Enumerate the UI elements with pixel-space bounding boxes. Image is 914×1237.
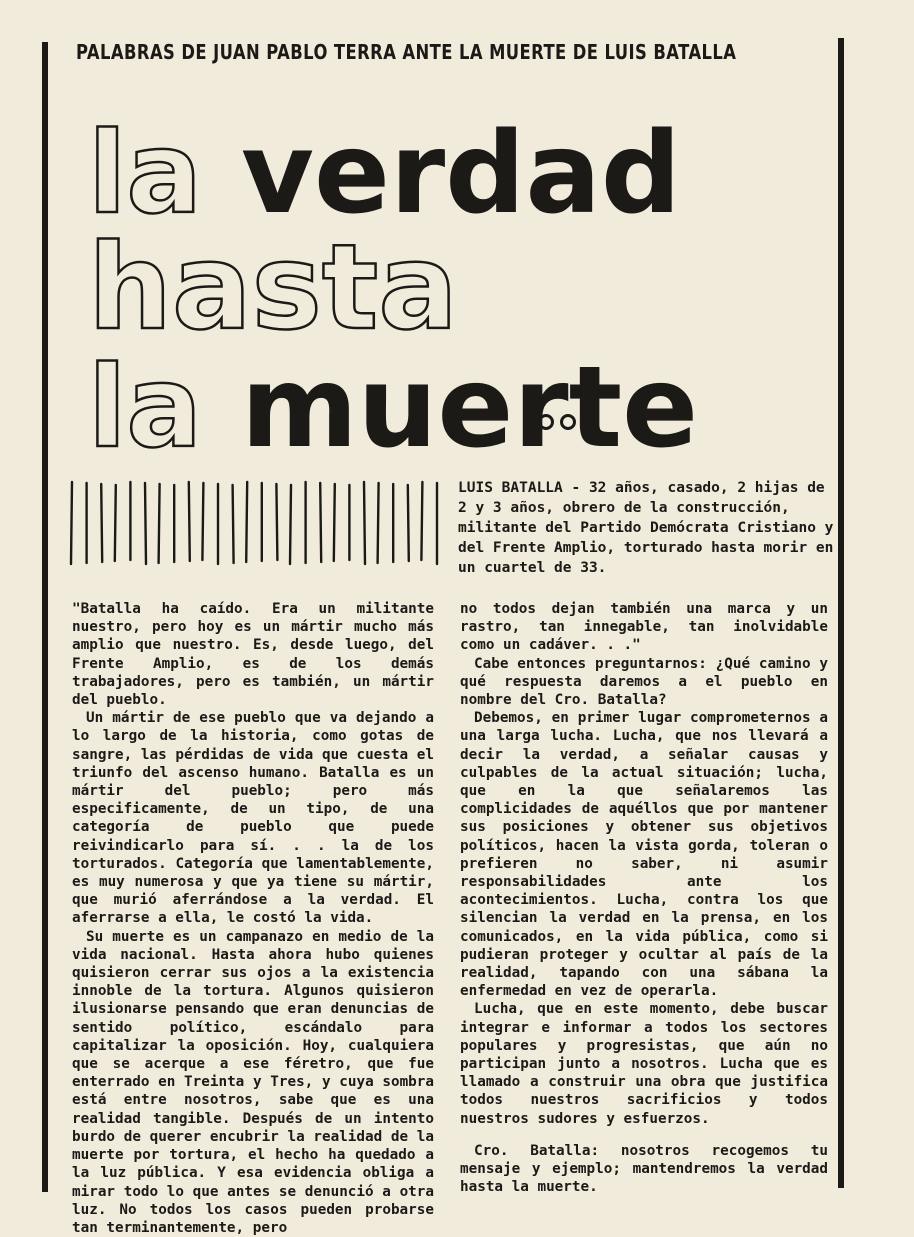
stripe-line	[290, 485, 291, 564]
stripe-line	[145, 483, 146, 564]
right-paragraph-2: Cabe entonces preguntarnos: ¿Qué camino y qué respuesta daremos a el pueblo en nombre del Cro. Batalla?	[460, 655, 828, 709]
stripe-line	[378, 483, 379, 563]
stripe-line	[421, 482, 422, 560]
left-paragraph-2: Un mártir de ese pueblo que va dejando a lo largo de la historia, como gotas de sangre, las pérdidas de vida que cuesta el triunfo del ascenso humano. Batalla es un mártir del pueblo; pero más especificamente, de un tipo, de una categoría de pueblo que puede reivindicarlo para sí. . . la de los torturados. Categoría que lamentablemente, es muy numerosa y que ya tiene su mártir, que murió aferrándose a la verdad. El aferrarse a ella, le costó la vida.	[72, 710, 434, 927]
right-paragraph-closing: Cro. Batalla: nosotros recogemos tu mensaje y ejemplo; mantendremos la verdad hasta la muerte.	[460, 1142, 828, 1196]
title-word-hasta: hasta	[88, 218, 458, 356]
stripe-line	[320, 483, 321, 562]
ellipsis-circle	[560, 414, 576, 430]
right-paragraph-3: Debemos, en primer lugar comprometernos a una larga lucha. Lucha, que nos llevará a decir la verdad, a señalar causas y culpables de la actual situación; lucha, que en la que señalaremos las complicidades de aquéllos que por mantener sus posiciones y obtener sus objetivos políticos, hacen la vista gorda, toleran o prefieren no saber, ni asumir responsabilidades ante los acontecimientos. Lucha, contra los que silencian la verdad en la prensa, en los comunicados, en la vida pública, como si pudieran proteger y ocultar al país de la realidad, tapando con una sábana la enfermedad en vez de operarla.	[460, 710, 828, 1000]
stripe-line	[189, 482, 190, 561]
left-column	[72, 600, 434, 1237]
right-column	[460, 600, 828, 1197]
stripe-line	[276, 484, 277, 560]
stripe-line	[115, 485, 116, 561]
right-paragraph-4: Lucha, que en este momento, debe buscar integrar e informar a todos los sectores populares y progresistas, que aún no participan junto a nosotros. Lucha que es llamado a construir una obra que justifica todos nuestros sacrificios y todos nuestros sudores y esfuerzos.	[460, 1001, 828, 1127]
title-word-la-2: la	[88, 343, 241, 473]
ellipsis-circle	[582, 414, 598, 430]
left-paragraph-3: Su muerte es un campanazo en medio de la vida nacional. Hasta ahora hubo quienes quisieron cerrar sus ojos a la existencia innoble de la tortura. Algunos quisieron ilusionarse pensando que eran denuncias de sentido político, escándalo para capitalizar la oposición. Hoy, cualquiera que se acerque a ese féretro, que fue enterrado en Treinta y Tres, y cuya sombra está entre nosotros, sabe que es una realidad tangible. Después de un intento burdo de querer encubrir la realidad de la muerte por tortura, el hecho ha quedado a la luz pública. Y esa evidencia obliga a mirar todo lo que antes se denunció a otra luz. No todos los casos pueden probarse tan terminantemente, pero	[72, 928, 434, 1236]
title-line-1	[88, 109, 682, 239]
photo-caption: LUIS BATALLA - 32 años, casado, 2 hijas de 2 y 3 años, obrero de la construcción, militante del Partido Demócrata Cristiano y del Frente Amplio, torturado hasta morir en un cuartel de 33.	[458, 480, 834, 576]
ellipsis-circles	[538, 414, 598, 430]
stripe-line	[364, 482, 365, 564]
left-border-bar	[42, 42, 48, 1192]
ellipsis-circle	[538, 414, 554, 430]
decorative-stripes	[68, 480, 448, 568]
right-paragraph-1: no todos dejan también una marca y un rastro, tan innegable, tan inolvidable como un cadáver. . ."	[460, 601, 828, 654]
left-paragraph-1: "Batalla ha caído. Era un militante nuestro, pero hoy es un mártir mucho más amplio que nuestro. Es, desde luego, del Frente Amplio, es de los demás trabajadores, pero es también, un mártir del pueblo.	[72, 601, 434, 709]
stripe-line	[71, 482, 72, 564]
stripe-line	[202, 483, 203, 560]
page-header: PALABRAS DE JUAN PABLO TERRA ANTE LA MUERTE DE LUIS BATALLA	[76, 40, 737, 64]
stripe-line	[233, 485, 234, 563]
title-word-verdad: verdad	[240, 109, 682, 239]
stripe-line	[159, 484, 160, 563]
stripe-line	[334, 484, 335, 561]
stripe-line	[246, 482, 247, 562]
stripe-line	[101, 484, 102, 562]
title-word-muerte: muerte	[240, 343, 699, 473]
stripe-line	[408, 485, 409, 561]
title-line-3	[88, 343, 699, 473]
right-border-bar	[838, 38, 844, 1188]
title-word-la: la	[88, 109, 241, 239]
title-line-2	[88, 218, 458, 356]
